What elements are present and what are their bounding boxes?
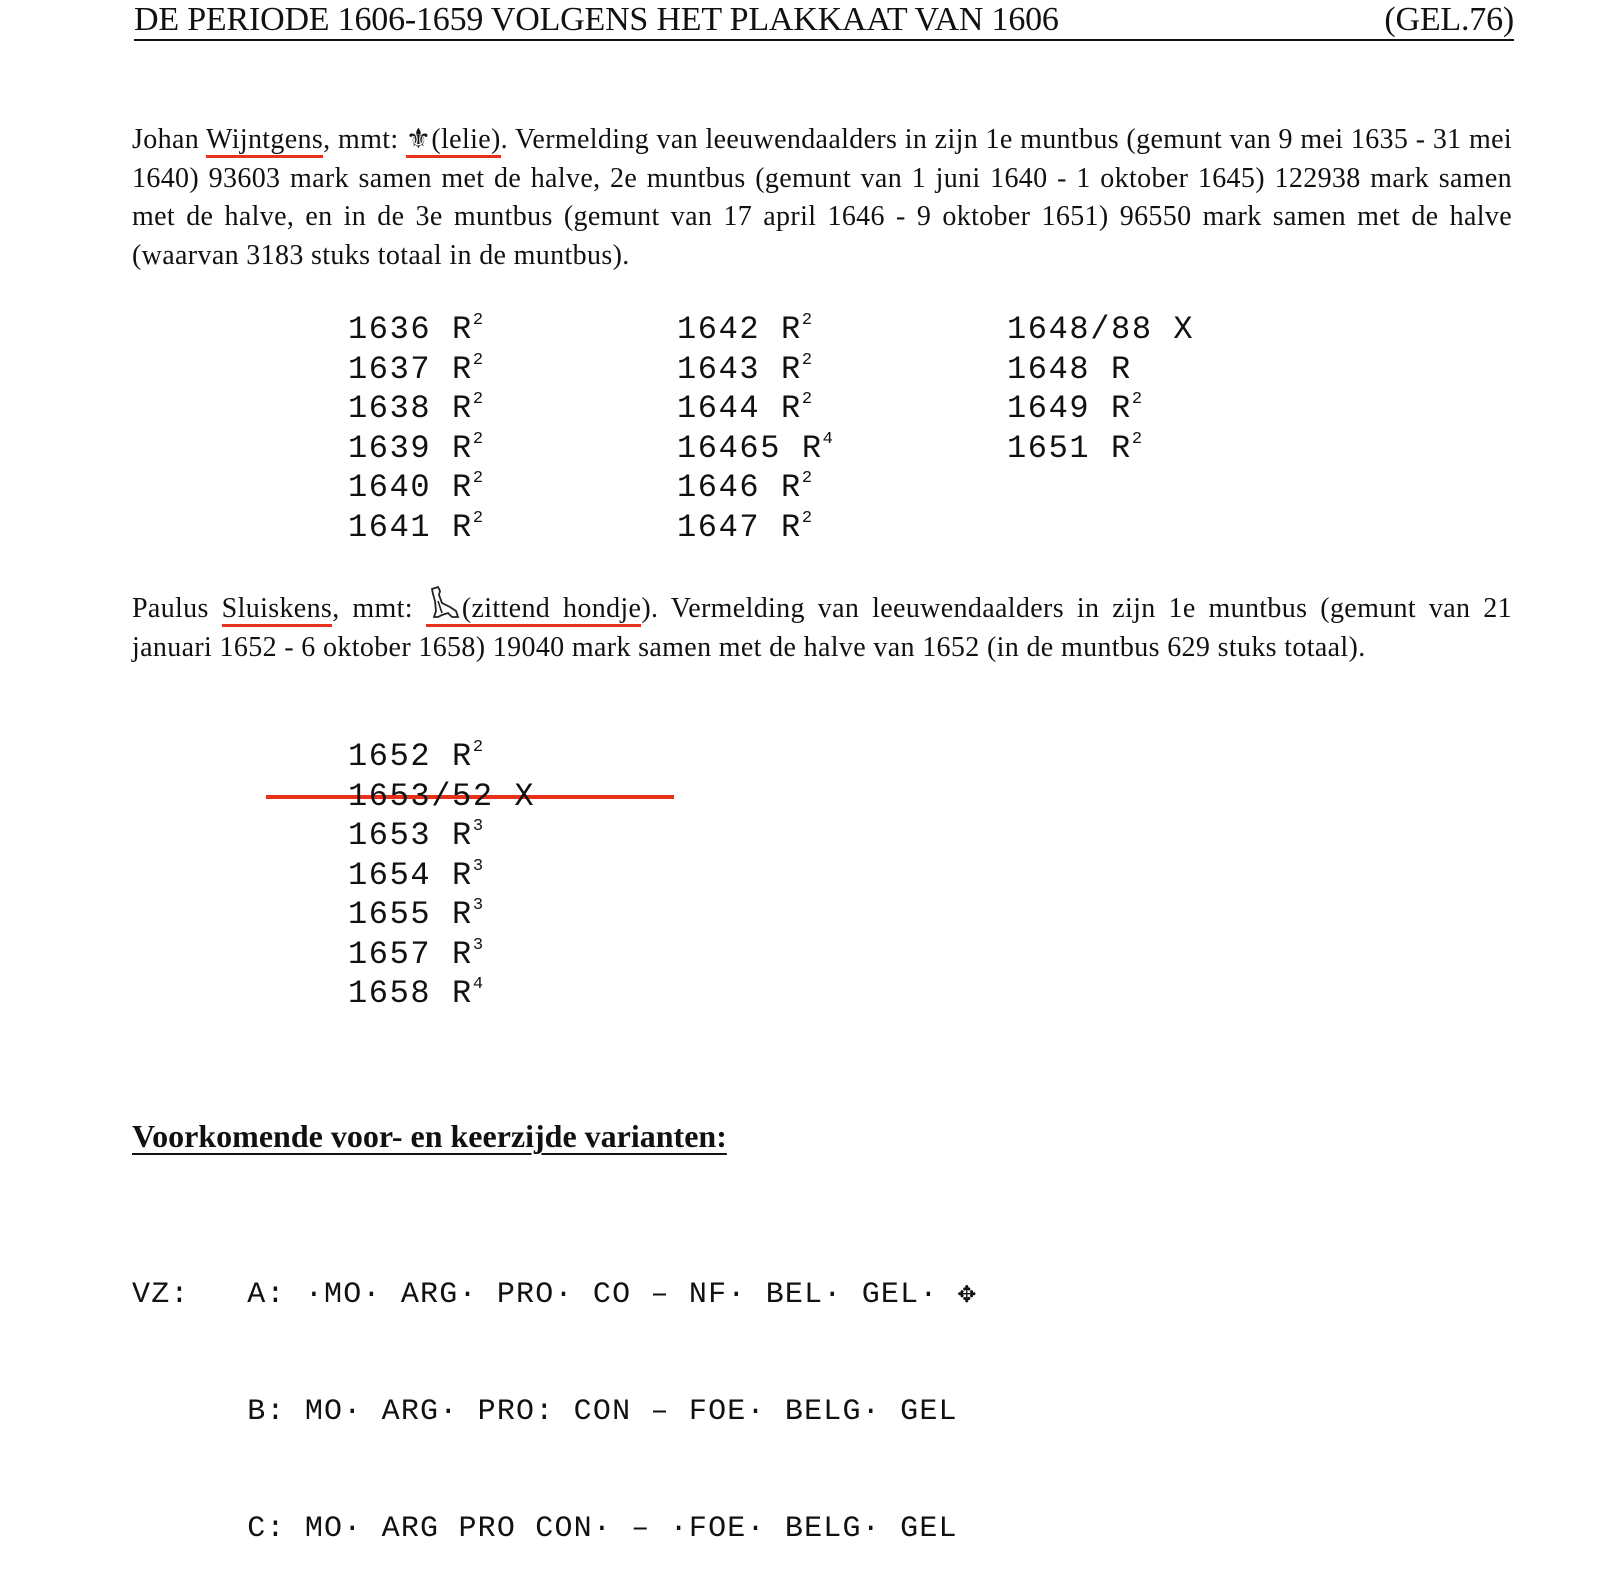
sitting-dog-icon: [426, 585, 462, 623]
year-entry: [348, 974, 535, 1014]
page-header: [134, 0, 1514, 41]
rarity-degree: 2: [472, 311, 484, 330]
year-entry: [348, 389, 483, 429]
year-entry: [1007, 310, 1194, 350]
year-entry: [348, 777, 535, 817]
year-entry: [677, 508, 833, 548]
text-segment: Johan: [132, 124, 207, 155]
year-rarity: 1651 R: [1007, 429, 1132, 467]
variants-label: VZ:: [132, 1278, 190, 1312]
year-rarity: 1646 R: [677, 469, 802, 506]
variant-row-b: [132, 1393, 977, 1432]
year-rarity: 1658 R: [348, 975, 473, 1012]
year-entry: [348, 429, 483, 469]
variant-legend: ·MO· ARG· PRO· CO – NF· BEL· GEL·: [304, 1278, 939, 1312]
rarity-degree: 2: [472, 429, 484, 449]
year-rarity: 1652 R: [348, 738, 473, 775]
year-entry: [348, 935, 535, 975]
rarity-degree: 2: [472, 469, 484, 488]
mintmark-label: (zittend hondje: [461, 593, 642, 624]
year-rarity: 1653/52 X: [348, 777, 536, 815]
year-entry: [348, 816, 535, 856]
year-rarity: 1655 R: [348, 896, 473, 933]
header-title: DE PERIODE 1606-1659 VOLGENS HET PLAKKAAT VAN 1606: [134, 1, 1059, 38]
variants-heading: Voorkomende voor- en keerzijde varianten:: [132, 1118, 727, 1154]
rarity-degree: 2: [1131, 429, 1143, 449]
year-entry: [348, 895, 535, 935]
year-entry: [677, 310, 833, 350]
mintmaster-name: Wijntgens: [206, 124, 323, 158]
rarity-degree: 2: [1131, 390, 1143, 409]
rarity-degree: 4: [472, 975, 484, 994]
year-entry: [1007, 429, 1194, 469]
rarity-degree: 2: [472, 508, 484, 528]
rarity-degree: 3: [472, 896, 484, 915]
year-rarity: 1639 R: [348, 429, 473, 467]
text-segment: Paulus: [132, 593, 222, 624]
year-entry: [348, 350, 483, 390]
variant-row-c: [132, 1510, 977, 1549]
rarity-degree: 2: [472, 390, 484, 409]
variant-key: C:: [247, 1512, 286, 1546]
year-column-sluiskens: [348, 737, 535, 1014]
year-rarity: 1657 R: [348, 935, 473, 973]
rarity-degree: 2: [472, 350, 484, 370]
rarity-degree: 2: [801, 311, 813, 330]
four-pointed-cross-icon: ✥: [957, 1278, 977, 1312]
text-segment: , mmt:: [332, 593, 426, 624]
variant-legend: MO· ARG PRO CON· – ·FOE· BELG· GEL: [304, 1512, 958, 1546]
year-rarity: 1647 R: [677, 508, 802, 546]
rarity-degree: 4: [822, 429, 833, 449]
rarity-degree: 3: [472, 856, 484, 876]
variant-key: A:: [247, 1278, 286, 1312]
rarity-degree: 3: [472, 935, 484, 955]
text-segment: . Vermelding van leeuwendaalders in zijn 1e muntbus (gemunt van 9 mei 1635 - 31 mei 1640) 93603 mark samen met de halve, 2e muntbus (gemunt van 1 juni 1640 - 1 oktober 1645) 122938 mark samen met de halve, en in de 3e muntbus (gemunt van 17 april 1646 - 9 oktober 1651) 96550 mark samen met de halve (waarvan 3183 stuks totaal in de muntbus).: [132, 124, 1512, 271]
wijntgens-paragraph: [132, 121, 1512, 275]
year-rarity: 1648 R: [1007, 350, 1132, 388]
rarity-degree: 2: [801, 469, 813, 488]
year-entry: [348, 856, 535, 896]
text-segment: , mmt:: [323, 124, 406, 155]
rarity-degree: 2: [472, 738, 484, 757]
variants-list: [132, 1198, 977, 1588]
rarity-degree: 2: [801, 350, 813, 370]
year-entry: [348, 508, 483, 548]
sluiskens-paragraph: [132, 585, 1512, 667]
rarity-degree: 2: [801, 390, 813, 409]
year-rarity: 16465 R: [677, 429, 823, 467]
year-entry: [1007, 350, 1194, 390]
mintmaster-name: Sluiskens: [222, 593, 333, 627]
mintmark-label: (lelie): [431, 124, 501, 155]
year-rarity: 1644 R: [677, 390, 802, 427]
year-entry: [677, 429, 833, 469]
year-rarity: 1654 R: [348, 856, 473, 894]
year-entry: [348, 310, 483, 350]
header-code: (GEL.76): [1384, 1, 1514, 38]
year-rarity: 1637 R: [348, 350, 473, 388]
year-column-3: [1007, 310, 1194, 468]
year-column-1: [348, 310, 483, 547]
rarity-degree: 2: [801, 508, 813, 528]
year-rarity: 1636 R: [348, 311, 473, 348]
year-entry: [348, 468, 483, 508]
year-rarity: 1641 R: [348, 508, 473, 546]
rarity-degree: 3: [472, 817, 484, 836]
variant-key: B:: [247, 1395, 286, 1429]
year-rarity: 1640 R: [348, 469, 473, 506]
year-entry: [677, 350, 833, 390]
year-entry: [348, 737, 535, 777]
year-column-2: [677, 310, 833, 547]
year-rarity: 1642 R: [677, 311, 802, 348]
year-entry: [677, 468, 833, 508]
year-entry: [677, 389, 833, 429]
text-segment: ). Vermelding van leeuwendaalders in zijn 1e muntbus (gemunt van 21 januari 1652 - 6 oktober 1658) 19040 mark samen met de halve van 1652 (in de muntbus 629 stuks totaal).: [132, 593, 1512, 663]
fleur-de-lis-icon: ⚜: [405, 124, 432, 155]
year-rarity: 1643 R: [677, 350, 802, 388]
year-rarity: 1649 R: [1007, 390, 1132, 427]
year-rarity: 1648/88 X: [1007, 311, 1195, 348]
variant-row-a: [132, 1276, 977, 1315]
year-rarity: 1638 R: [348, 390, 473, 427]
variant-legend: MO· ARG· PRO: CON – FOE· BELG· GEL: [304, 1395, 958, 1429]
year-rarity: 1653 R: [348, 817, 473, 854]
year-entry: [1007, 389, 1194, 429]
